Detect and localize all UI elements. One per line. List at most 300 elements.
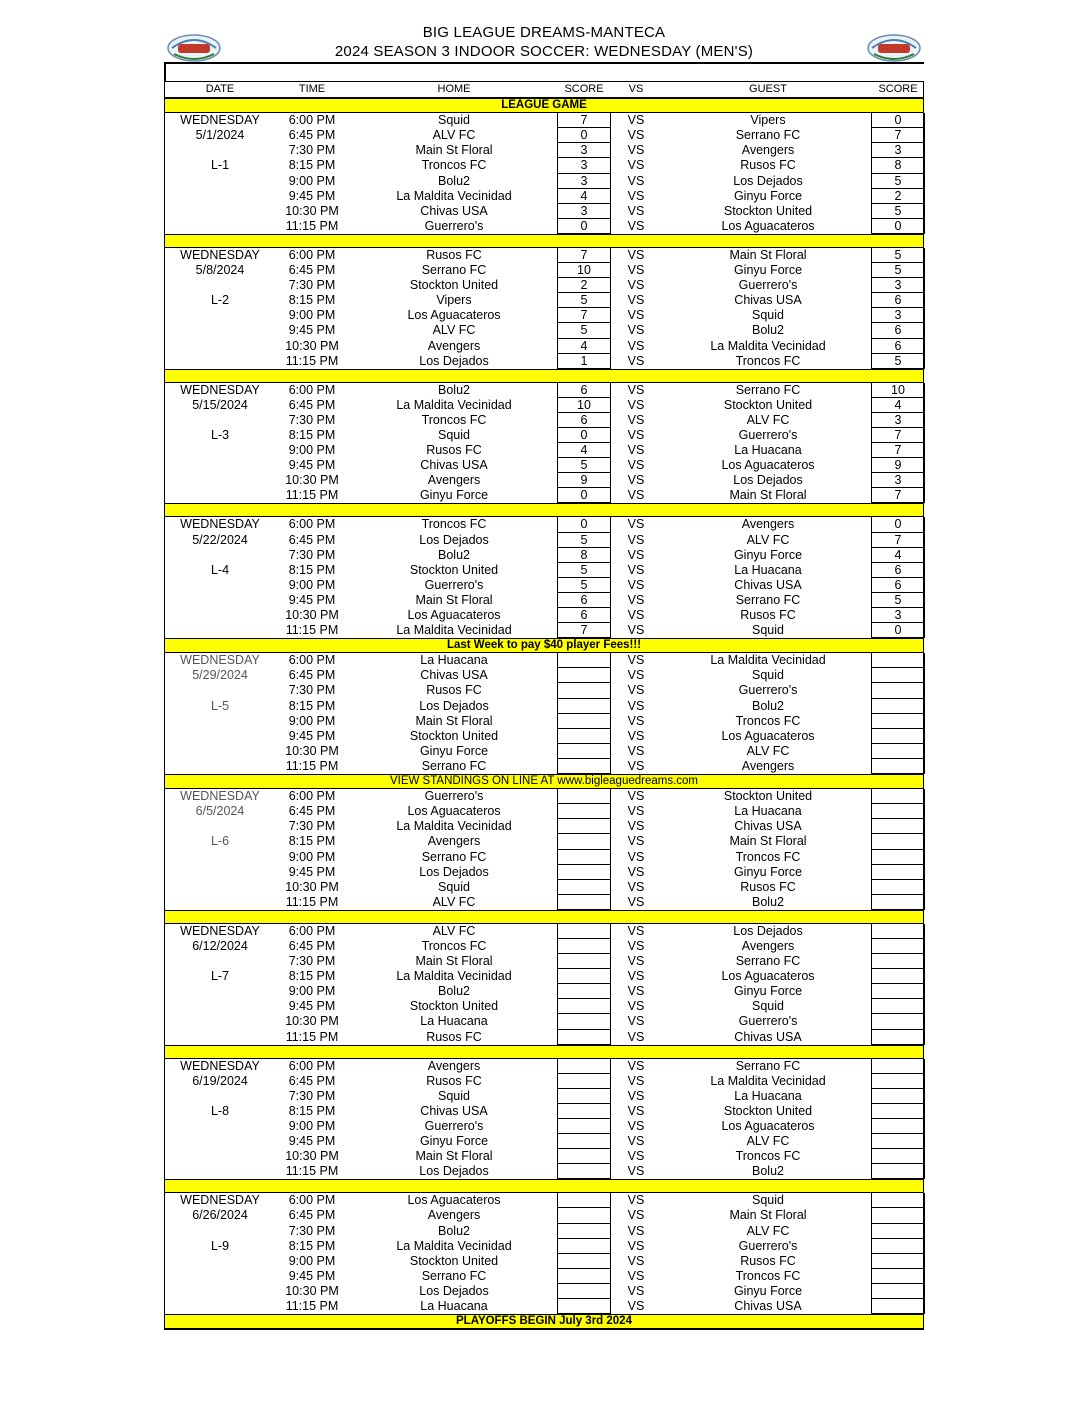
game-row: [165, 473, 923, 488]
home-team: Guerrero's: [424, 577, 484, 592]
guest-score: 3: [871, 278, 925, 293]
game-row: [165, 699, 923, 714]
home-team: Avengers: [427, 338, 481, 353]
time-cell: 11:15 PM: [285, 488, 339, 503]
guest-score: [871, 924, 925, 939]
game-row: [165, 383, 923, 398]
guest-team: Guerrero's: [738, 427, 798, 442]
game-row: [165, 1149, 923, 1164]
time-cell: 9:00 PM: [288, 849, 336, 864]
time-cell: 10:30 PM: [285, 1283, 339, 1298]
vs-label: VS: [627, 999, 645, 1014]
game-row: [165, 593, 923, 608]
home-team: Chivas USA: [420, 203, 488, 218]
vs-label: VS: [627, 1119, 645, 1133]
vs-label: VS: [627, 969, 645, 984]
home-score: [557, 1239, 611, 1254]
game-row: [165, 128, 923, 143]
home-score: [557, 1164, 611, 1179]
guest-team: La Huacana: [734, 562, 802, 577]
game-row: [165, 248, 923, 263]
game-row: [165, 608, 923, 623]
vs-label: VS: [627, 849, 645, 864]
home-team: La Maldita Vecinidad: [396, 188, 512, 203]
vs-label: VS: [627, 1223, 645, 1238]
vs-label: VS: [627, 1253, 645, 1268]
week-label: L-7: [210, 969, 230, 984]
time-cell: 6:00 PM: [288, 1058, 336, 1073]
game-row: [165, 969, 923, 984]
home-score: [557, 1119, 611, 1134]
home-score: 6: [557, 593, 611, 608]
vs-label: VS: [627, 203, 645, 218]
guest-score: [871, 834, 925, 849]
home-score: [557, 668, 611, 683]
time-cell: 10:30 PM: [285, 743, 339, 758]
guest-score: 5: [871, 204, 925, 219]
home-team: Stockton United: [409, 562, 499, 577]
vs-label: VS: [627, 1299, 645, 1314]
week-label: L-6: [210, 834, 230, 849]
schedule-table: [164, 81, 924, 1330]
home-score: 3: [557, 174, 611, 189]
home-score: [557, 653, 611, 668]
home-team: Bolu2: [438, 1223, 470, 1238]
time-cell: 6:45 PM: [288, 938, 336, 953]
guest-team: Serrano FC: [735, 954, 801, 969]
home-team: Main St Floral: [415, 713, 493, 728]
guest-team: Chivas USA: [734, 293, 802, 308]
guest-team: Main St Floral: [729, 247, 807, 262]
time-cell: 11:15 PM: [285, 1299, 339, 1314]
game-row: [165, 939, 923, 954]
home-team: La Huacana: [420, 653, 488, 668]
game-row: [165, 954, 923, 969]
time-cell: 9:45 PM: [288, 864, 336, 879]
home-score: [557, 1193, 611, 1208]
home-score: 5: [557, 533, 611, 548]
home-score: [557, 1208, 611, 1223]
vs-label: VS: [627, 338, 645, 353]
guest-score: [871, 668, 925, 683]
home-team: Squid: [438, 113, 470, 128]
week-date: 6/5/2024: [195, 804, 245, 819]
home-score: [557, 1254, 611, 1269]
week-day: WEDNESDAY: [180, 113, 260, 128]
home-score: [557, 804, 611, 819]
home-score: [557, 1104, 611, 1119]
vs-label: VS: [627, 984, 645, 999]
vs-label: VS: [627, 188, 645, 203]
home-team: Ginyu Force: [419, 743, 489, 758]
page-subtitle: 2024 SEASON 3 INDOOR SOCCER: WEDNESDAY (MEN'S): [334, 43, 754, 60]
game-row: [165, 1119, 923, 1134]
game-row: [165, 398, 923, 413]
home-score: 3: [557, 143, 611, 158]
guest-team: Squid: [752, 668, 784, 683]
guest-team: Troncos FC: [735, 713, 801, 728]
guest-team: Avengers: [741, 143, 795, 158]
game-row: [165, 458, 923, 473]
notice-banner: VIEW STANDINGS ON LINE AT www.bigleaguedreams.com: [165, 774, 923, 789]
home-score: [557, 759, 611, 774]
notice-banner: Last Week to pay $40 player Fees!!!: [165, 638, 923, 653]
week-day: WEDNESDAY: [180, 382, 260, 397]
game-row: [165, 1269, 923, 1284]
guest-score: 2: [871, 189, 925, 204]
home-team: La Maldita Vecinidad: [396, 819, 512, 834]
guest-team: Vipers: [750, 113, 786, 128]
game-row: [165, 1239, 923, 1254]
home-score: [557, 999, 611, 1014]
home-score: 10: [557, 263, 611, 278]
week-day: WEDNESDAY: [180, 517, 260, 532]
guest-score: [871, 865, 925, 880]
home-team: Squid: [438, 879, 470, 894]
vs-label: VS: [627, 532, 645, 547]
col-guest: GUEST: [749, 83, 787, 95]
time-cell: 6:45 PM: [288, 128, 336, 143]
guest-score: 8: [871, 158, 925, 173]
guest-score: 4: [871, 398, 925, 413]
vs-label: VS: [627, 1164, 645, 1179]
home-score: [557, 1134, 611, 1149]
time-cell: 8:15 PM: [288, 1103, 336, 1118]
weeks-container: [165, 113, 923, 1329]
home-score: 7: [557, 623, 611, 638]
guest-score: [871, 789, 925, 804]
vs-label: VS: [627, 608, 645, 622]
time-cell: 11:15 PM: [285, 218, 339, 233]
guest-team: Guerrero's: [738, 1238, 798, 1253]
vs-label: VS: [627, 1193, 645, 1208]
guest-score: 7: [871, 428, 925, 443]
guest-team: Guerrero's: [738, 683, 798, 698]
vs-label: VS: [627, 698, 645, 713]
home-score: 9: [557, 473, 611, 488]
vs-label: VS: [627, 743, 645, 758]
game-row: [165, 293, 923, 308]
time-cell: 9:45 PM: [288, 188, 336, 203]
game-row: [165, 1254, 923, 1269]
time-cell: 9:45 PM: [288, 1134, 336, 1149]
vs-label: VS: [627, 1134, 645, 1149]
margin-mark: [164, 63, 166, 81]
week-date: 5/29/2024: [192, 668, 248, 683]
guest-team: Ginyu Force: [733, 984, 803, 999]
col-date: DATE: [205, 83, 235, 95]
guest-score: 5: [871, 248, 925, 263]
home-score: [557, 939, 611, 954]
guest-score: 3: [871, 308, 925, 323]
week-label: L-2: [210, 293, 230, 308]
home-score: [557, 1224, 611, 1239]
vs-label: VS: [627, 158, 645, 173]
home-team: ALV FC: [432, 923, 476, 938]
time-cell: 9:45 PM: [288, 592, 336, 607]
game-row: [165, 204, 923, 219]
guest-score: [871, 954, 925, 969]
vs-label: VS: [627, 308, 645, 323]
week-separator: [165, 234, 923, 248]
guest-team: Bolu2: [752, 894, 784, 909]
game-row: [165, 834, 923, 849]
home-team: Ginyu Force: [419, 488, 489, 503]
vs-label: VS: [627, 473, 645, 488]
home-team: Serrano FC: [421, 758, 487, 773]
guest-team: Chivas USA: [734, 1299, 802, 1314]
home-team: Avengers: [427, 834, 481, 849]
guest-team: Main St Floral: [729, 834, 807, 849]
guest-team: Chivas USA: [734, 819, 802, 834]
game-row: [165, 443, 923, 458]
game-row: [165, 1014, 923, 1029]
vs-label: VS: [627, 834, 645, 849]
time-cell: 6:00 PM: [288, 517, 336, 532]
guest-team: La Maldita Vecinidad: [710, 653, 826, 668]
time-cell: 11:15 PM: [285, 1164, 339, 1179]
home-team: Guerrero's: [424, 789, 484, 804]
week-day: WEDNESDAY: [180, 653, 260, 668]
vs-label: VS: [627, 954, 645, 969]
home-team: Bolu2: [438, 547, 470, 562]
vs-label: VS: [627, 278, 645, 293]
home-score: 4: [557, 443, 611, 458]
home-team: Avengers: [427, 1208, 481, 1223]
guest-team: Stockton United: [723, 1103, 813, 1118]
guest-team: Serrano FC: [735, 1058, 801, 1073]
week-date: 5/22/2024: [192, 532, 248, 547]
home-team: Main St Floral: [415, 954, 493, 969]
home-team: Rusos FC: [426, 443, 482, 458]
week-label: L-4: [210, 562, 230, 577]
home-team: Los Dejados: [419, 864, 489, 879]
home-team: Bolu2: [438, 984, 470, 999]
game-row: [165, 623, 923, 638]
game-row: [165, 714, 923, 729]
home-score: 5: [557, 458, 611, 473]
time-cell: 9:00 PM: [288, 713, 336, 728]
game-row: [165, 488, 923, 503]
guest-team: ALV FC: [746, 743, 790, 758]
game-row: [165, 895, 923, 910]
column-header-row: [165, 82, 923, 98]
game-row: [165, 517, 923, 532]
guest-score: [871, 1149, 925, 1164]
guest-team: Bolu2: [752, 323, 784, 338]
game-row: [165, 263, 923, 278]
home-team: Guerrero's: [424, 218, 484, 233]
home-team: ALV FC: [432, 323, 476, 338]
home-team: Los Aguacateros: [407, 308, 501, 323]
vs-label: VS: [627, 263, 645, 278]
game-row: [165, 744, 923, 759]
home-team: Troncos FC: [421, 938, 487, 953]
guest-team: Troncos FC: [735, 353, 801, 368]
time-cell: 10:30 PM: [285, 879, 339, 894]
guest-score: [871, 999, 925, 1014]
week-label: L-9: [210, 1238, 230, 1253]
game-row: [165, 880, 923, 895]
guest-score: 10: [871, 383, 925, 398]
home-score: 8: [557, 548, 611, 563]
home-score: 4: [557, 339, 611, 354]
home-score: [557, 850, 611, 865]
game-row: [165, 339, 923, 354]
game-row: [165, 1284, 923, 1299]
guest-score: [871, 1119, 925, 1134]
vs-label: VS: [627, 894, 645, 909]
guest-team: Serrano FC: [735, 592, 801, 607]
week-date: 6/12/2024: [192, 938, 248, 953]
time-cell: 9:00 PM: [288, 984, 336, 999]
game-row: [165, 984, 923, 999]
time-cell: 6:45 PM: [288, 1073, 336, 1088]
week-date: 5/8/2024: [195, 263, 245, 278]
game-row: [165, 1089, 923, 1104]
time-cell: 10:30 PM: [285, 1149, 339, 1164]
guest-score: 4: [871, 548, 925, 563]
game-row: [165, 850, 923, 865]
week-date: 5/15/2024: [192, 397, 248, 412]
title-rule: [164, 62, 924, 64]
game-row: [165, 1059, 923, 1074]
home-team: Serrano FC: [421, 263, 487, 278]
home-score: 10: [557, 398, 611, 413]
guest-score: [871, 1104, 925, 1119]
guest-team: Main St Floral: [729, 1208, 807, 1223]
vs-label: VS: [627, 247, 645, 262]
guest-team: Chivas USA: [734, 577, 802, 592]
time-cell: 10:30 PM: [285, 203, 339, 218]
guest-team: Ginyu Force: [733, 263, 803, 278]
game-row: [165, 1299, 923, 1314]
vs-label: VS: [627, 143, 645, 158]
game-row: [165, 143, 923, 158]
vs-label: VS: [627, 789, 645, 804]
home-score: [557, 699, 611, 714]
guest-score: [871, 895, 925, 910]
guest-score: 3: [871, 608, 925, 623]
game-row: [165, 1030, 923, 1045]
vs-label: VS: [627, 427, 645, 442]
guest-team: Los Aguacateros: [721, 218, 815, 233]
guest-score: 0: [871, 623, 925, 638]
guest-score: [871, 1254, 925, 1269]
time-cell: 9:00 PM: [288, 1119, 336, 1133]
game-row: [165, 354, 923, 369]
time-cell: 6:00 PM: [288, 1193, 336, 1208]
time-cell: 6:00 PM: [288, 653, 336, 668]
game-row: [165, 219, 923, 234]
guest-team: Rusos FC: [740, 879, 796, 894]
guest-team: Chivas USA: [734, 1029, 802, 1044]
guest-score: [871, 1134, 925, 1149]
week-separator: [165, 910, 923, 924]
vs-label: VS: [627, 577, 645, 592]
time-cell: 8:15 PM: [288, 698, 336, 713]
home-team: La Maldita Vecinidad: [396, 623, 512, 638]
game-row: [165, 1074, 923, 1089]
time-cell: 6:00 PM: [288, 113, 336, 128]
home-team: La Huacana: [420, 1299, 488, 1314]
home-team: Main St Floral: [415, 1149, 493, 1164]
time-cell: 6:45 PM: [288, 668, 336, 683]
week-separator: [165, 369, 923, 383]
home-team: Serrano FC: [421, 1268, 487, 1283]
vs-label: VS: [627, 382, 645, 397]
home-team: Stockton United: [409, 278, 499, 293]
game-row: [165, 924, 923, 939]
home-team: Chivas USA: [420, 668, 488, 683]
home-score: [557, 714, 611, 729]
guest-team: Guerrero's: [738, 278, 798, 293]
guest-team: Los Aguacateros: [721, 728, 815, 743]
time-cell: 7:30 PM: [288, 412, 336, 427]
guest-team: Los Dejados: [733, 473, 803, 488]
guest-score: 3: [871, 143, 925, 158]
home-team: Troncos FC: [421, 412, 487, 427]
guest-score: 6: [871, 339, 925, 354]
guest-team: Guerrero's: [738, 1014, 798, 1029]
guest-score: 5: [871, 263, 925, 278]
vs-label: VS: [627, 488, 645, 503]
guest-score: [871, 1224, 925, 1239]
guest-score: [871, 1299, 925, 1314]
guest-score: [871, 1284, 925, 1299]
time-cell: 8:15 PM: [288, 427, 336, 442]
time-cell: 11:15 PM: [285, 758, 339, 773]
game-row: [165, 804, 923, 819]
guest-team: Los Aguacateros: [721, 969, 815, 984]
guest-score: [871, 653, 925, 668]
time-cell: 7:30 PM: [288, 1223, 336, 1238]
week-separator: [165, 1045, 923, 1059]
home-score: [557, 1299, 611, 1314]
game-row: [165, 548, 923, 563]
time-cell: 10:30 PM: [285, 608, 339, 622]
game-row: [165, 323, 923, 338]
guest-team: Bolu2: [752, 1164, 784, 1179]
time-cell: 8:15 PM: [288, 834, 336, 849]
vs-label: VS: [627, 517, 645, 532]
vs-label: VS: [627, 653, 645, 668]
game-row: [165, 819, 923, 834]
guest-team: Serrano FC: [735, 382, 801, 397]
home-score: [557, 834, 611, 849]
home-team: Avengers: [427, 1058, 481, 1073]
guest-team: Avengers: [741, 517, 795, 532]
vs-label: VS: [627, 1103, 645, 1118]
home-team: Stockton United: [409, 1253, 499, 1268]
time-cell: 11:15 PM: [285, 894, 339, 909]
home-team: Rusos FC: [426, 1029, 482, 1044]
home-score: 0: [557, 488, 611, 503]
guest-team: Troncos FC: [735, 849, 801, 864]
home-score: [557, 744, 611, 759]
guest-team: La Huacana: [734, 1088, 802, 1103]
time-cell: 6:45 PM: [288, 804, 336, 819]
vs-label: VS: [627, 668, 645, 683]
guest-team: Los Dejados: [733, 923, 803, 938]
home-score: [557, 1059, 611, 1074]
game-row: [165, 653, 923, 668]
game-row: [165, 759, 923, 774]
home-score: 7: [557, 248, 611, 263]
guest-team: ALV FC: [746, 532, 790, 547]
col-time: TIME: [298, 83, 326, 95]
home-score: 4: [557, 189, 611, 204]
